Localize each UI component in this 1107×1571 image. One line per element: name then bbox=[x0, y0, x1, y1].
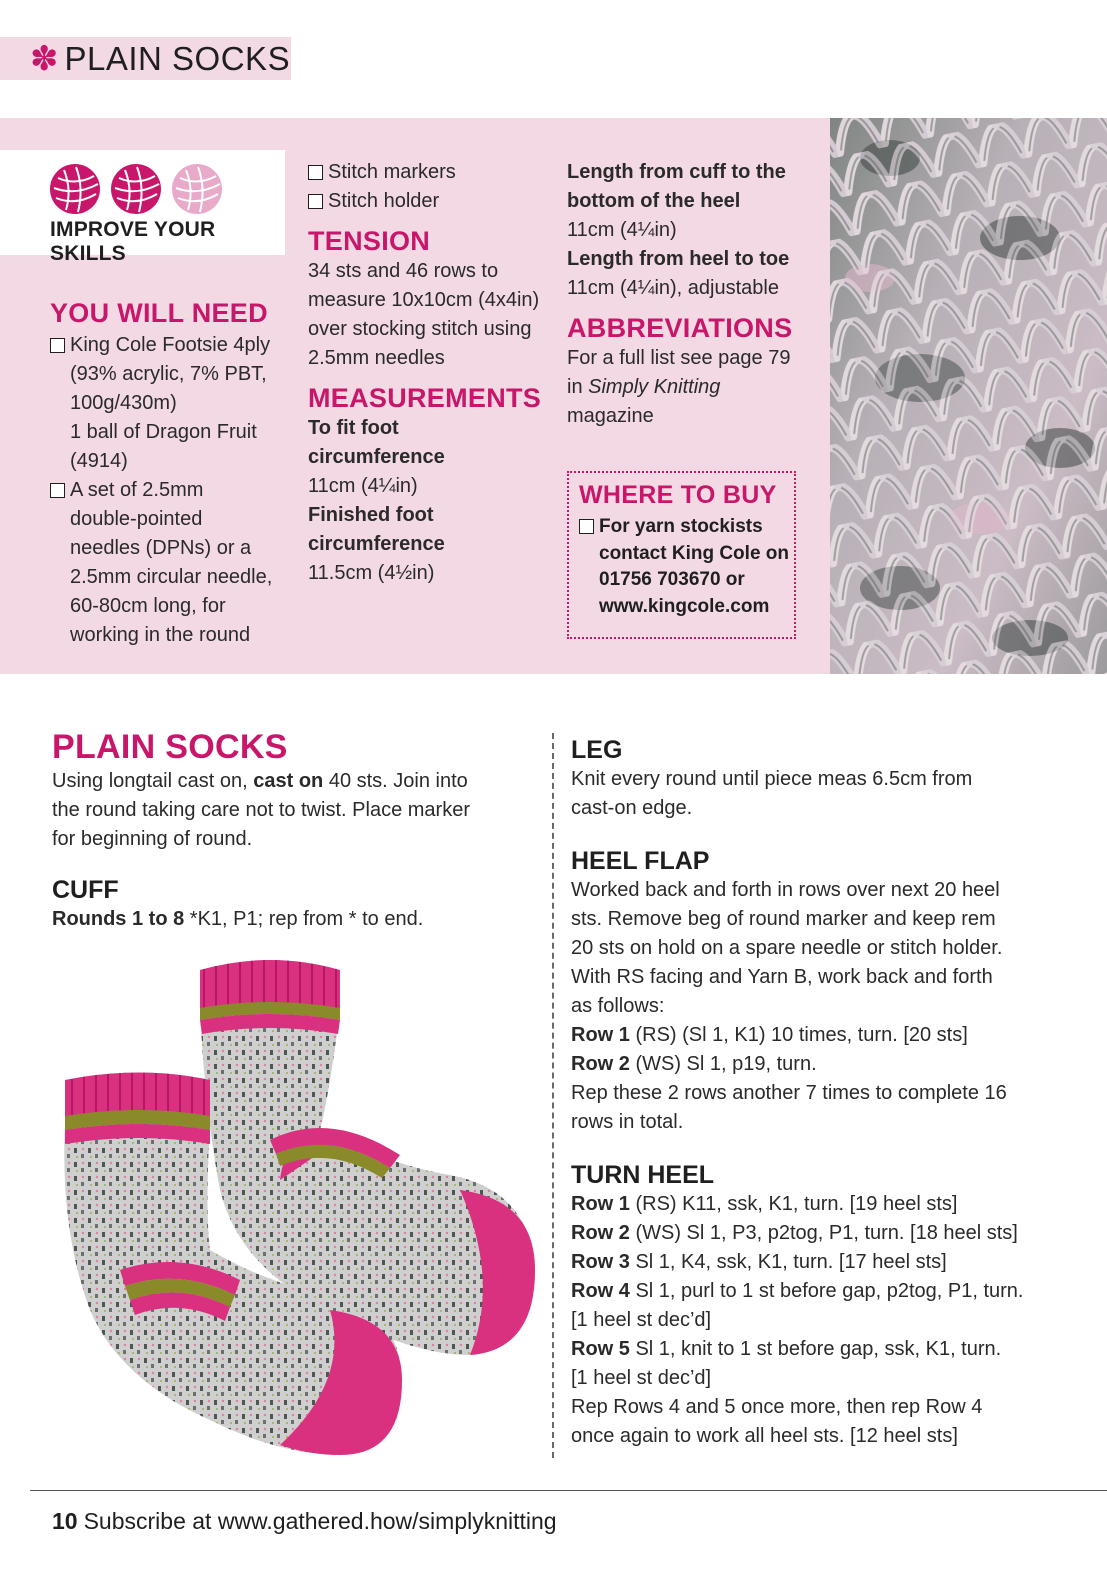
you-will-need-heading: YOU WILL NEED bbox=[50, 298, 268, 328]
list-item: Stitch holder bbox=[308, 187, 553, 216]
skills-box bbox=[0, 150, 285, 265]
pattern-right-column bbox=[571, 736, 1071, 1451]
yarn-ball-icon bbox=[50, 164, 100, 214]
yarn-ball-icon bbox=[172, 164, 222, 214]
heel-flap-text: Worked back and forth in rows over next 20 heel sts. Remove beg of round marker and keep rem 20 sts on hold on a spare needle or stitch holder. With RS facing and Yarn B, work back and forth as follows: Row 1 (RS) (Sl 1, K1) 10 times, turn. [20 sts] Row 2 (WS) Sl 1, p19, turn. Rep these 2 rows another 7 times to complete 16 rows in total. bbox=[571, 879, 1007, 1133]
right-column bbox=[567, 158, 817, 431]
stockist-link[interactable]: www.kingcole.com bbox=[599, 595, 770, 617]
measurements-text: To fit foot circumference 11cm (4¼in) Finished foot circumference 11.5cm (4½in) bbox=[308, 417, 445, 584]
checkbox-icon bbox=[308, 194, 323, 209]
list-item: Stitch markers bbox=[308, 158, 553, 187]
middle-column bbox=[308, 158, 553, 588]
measurements-heading: MEASUREMENTS bbox=[308, 383, 542, 413]
column-divider bbox=[552, 733, 554, 1458]
tension-text: 34 sts and 46 rows to measure 10x10cm (4x4in) over stocking stitch using 2.5mm needles bbox=[308, 260, 540, 369]
socks-photo bbox=[30, 950, 550, 1470]
pattern-intro: Using longtail cast on, cast on 40 sts. Join into the round taking care not to twist. Place marker for beginning of round. bbox=[52, 770, 470, 850]
you-will-need-section bbox=[50, 298, 290, 650]
leg-text: Knit every round until piece meas 6.5cm from cast-on edge. bbox=[571, 768, 973, 819]
section-header-tab bbox=[0, 37, 291, 80]
list-item: King Cole Footsie 4ply (93% acrylic, 7% PBT, 100g/430m) 1 ball of Dragon Fruit (4914) bbox=[50, 331, 290, 476]
cuff-text: Rounds 1 to 8 *K1, P1; rep from * to end. bbox=[52, 908, 424, 930]
flower-icon: ✽ bbox=[30, 38, 59, 79]
yarn-closeup-photo bbox=[830, 118, 1107, 674]
checkbox-icon bbox=[50, 338, 65, 353]
subscribe-link[interactable]: Subscribe at www.gathered.how/simplyknitting bbox=[83, 1508, 557, 1534]
tension-heading: TENSION bbox=[308, 226, 431, 256]
where-to-buy-heading: WHERE TO BUY bbox=[579, 481, 777, 509]
turn-heel-heading: TURN HEEL bbox=[571, 1161, 715, 1189]
page-number: 10 bbox=[52, 1508, 78, 1534]
checkbox-icon bbox=[308, 165, 323, 180]
lengths-text: Length from cuff to the bottom of the heel 11cm (4¼in) Length from heel to toe 11cm (4¼in), adjustable bbox=[567, 161, 790, 299]
checkbox-icon bbox=[579, 519, 594, 534]
skills-label: IMPROVE YOUR SKILLS bbox=[50, 218, 216, 265]
list-item: For yarn stockists contact King Cole on 01756 703670 or www.kingcole.com bbox=[579, 514, 794, 620]
footer bbox=[52, 1508, 557, 1535]
pattern-title: PLAIN SOCKS bbox=[52, 728, 288, 766]
section-title: PLAIN SOCKS bbox=[64, 39, 291, 77]
abbreviations-heading: ABBREVIATIONS bbox=[567, 313, 793, 343]
checkbox-icon bbox=[50, 483, 65, 498]
footer-rule bbox=[30, 1490, 1107, 1491]
list-item: A set of 2.5mm double-pointed needles (DPNs) or a 2.5mm circular needle, 60-80cm long, for working in the round bbox=[50, 476, 290, 650]
heel-flap-heading: HEEL FLAP bbox=[571, 847, 710, 875]
leg-heading: LEG bbox=[571, 736, 623, 764]
skill-rating bbox=[50, 164, 222, 214]
where-to-buy-box bbox=[567, 471, 796, 639]
cuff-heading: CUFF bbox=[52, 876, 119, 904]
turn-heel-text: Row 1 (RS) K11, ssk, K1, turn. [19 heel sts] Row 2 (WS) Sl 1, P3, p2tog, P1, turn. [18 heel sts] Row 3 Sl 1, K4, ssk, K1, turn. [17 heel sts] Row 4 Sl 1, purl to 1 st before gap, p2tog, P1, turn. [1 heel st dec’d] Row 5 Sl 1, knit to 1 st before gap, ssk, K1, turn. [1 heel st dec’d] Rep Rows 4 and 5 once more, then rep Row 4 once again to work all heel sts. [12 heel sts] bbox=[571, 1193, 1024, 1447]
pattern-left-column bbox=[52, 728, 542, 934]
abbreviations-text: For a full list see page 79 in Simply Knitting magazine bbox=[567, 347, 791, 427]
yarn-ball-icon bbox=[111, 164, 161, 214]
